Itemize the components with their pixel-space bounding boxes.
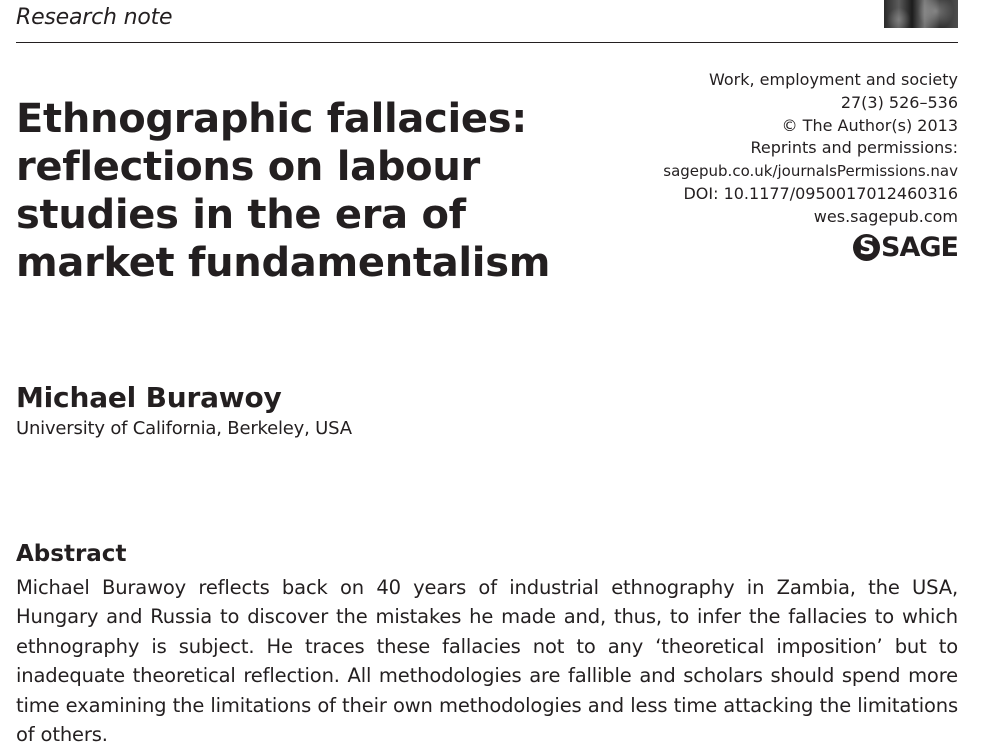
- copyright-notice: © The Author(s) 2013: [781, 115, 958, 135]
- journal-website[interactable]: wes.sagepub.com: [813, 206, 958, 226]
- journal-metadata: [618, 69, 958, 229]
- article-title: Ethnographic fallacies: reflections on labour studies in the era of market fundamentalism: [16, 96, 551, 286]
- journal-name: Work, employment and society: [708, 70, 958, 89]
- author-affiliation: University of California, Berkeley, USA: [16, 418, 352, 439]
- abstract-heading: Abstract: [16, 541, 127, 567]
- reprints-label: Reprints and permissions:: [750, 138, 958, 158]
- section-label: Research note: [16, 5, 173, 30]
- doi[interactable]: DOI: 10.1177/0950017012460316: [683, 183, 958, 203]
- header-divider: [16, 42, 958, 43]
- sage-wordmark: SAGE: [881, 232, 958, 263]
- author-name: Michael Burawoy: [16, 381, 282, 414]
- sage-logo: [853, 232, 958, 263]
- sage-s-icon: S: [853, 234, 880, 261]
- cover-thumbnail-image: [884, 0, 958, 28]
- journal-issue: 27(3) 526–536: [840, 92, 958, 112]
- abstract-text: Michael Burawoy reflects back on 40 years of industrial ethnography in Zambia, the USA, Hungary and Russia to discover the mistakes he made and, thus, to infer the fallacies to which ethnography is subject. He traces these fallacies not to any ‘theoretical imposition’ but to inadequate theoretical reflection. All methodologies are fallible and scholars should spend more time examining the limitations of their own methodologies and less time attacking the limitations of others.: [16, 576, 958, 747]
- reprints-link[interactable]: sagepub.co.uk/journalsPermissions.nav: [663, 162, 958, 181]
